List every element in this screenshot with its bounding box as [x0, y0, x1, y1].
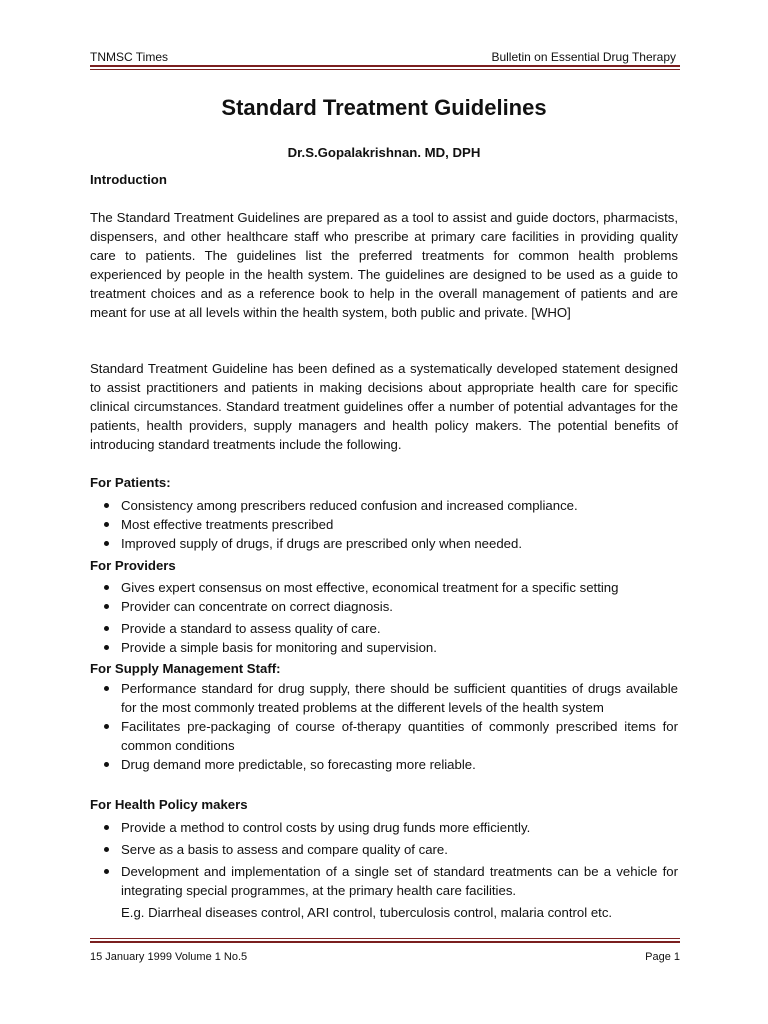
- bullet-icon: [104, 869, 109, 874]
- header-bulletin-title: Bulletin on Essential Drug Therapy: [491, 50, 676, 64]
- footer-issue-date: 15 January 1999 Volume 1 No.5: [90, 951, 248, 963]
- bullet-icon: [104, 585, 109, 590]
- list-item: Provide a method to control costs by using drug funds more efficiently.: [90, 818, 678, 837]
- bullet-icon: [104, 522, 109, 527]
- supply-list: [90, 679, 678, 774]
- list-item: Serve as a basis to assess and compare quality of care.: [90, 840, 678, 859]
- footer-page-number: Page 1: [645, 951, 680, 963]
- intro-paragraph-2: Standard Treatment Guideline has been defined as a systematically developed statement designed to assist practitioners and patients in making decisions about appropriate health care for specific clinical circumstances. Standard treatment guidelines offer a number of potential advantages for the patients, health providers, supply managers and health policy makers. The potential benefits of introducing standard treatments include the following.: [90, 361, 678, 452]
- header-rule-thin: [90, 69, 680, 70]
- patients-list: [90, 496, 678, 553]
- bullet-icon: [104, 541, 109, 546]
- list-item: Facilitates pre-packaging of course of-therapy quantities of commonly prescribed items for common conditions: [90, 717, 678, 755]
- list-item: Improved supply of drugs, if drugs are prescribed only when needed.: [90, 534, 678, 553]
- page-footer: [90, 948, 680, 964]
- list-item: Provide a standard to assess quality of care.: [90, 619, 678, 638]
- list-item: Consistency among prescribers reduced confusion and increased compliance.: [90, 496, 678, 515]
- page-title: Standard Treatment Guidelines: [221, 95, 547, 120]
- section-heading-policy: For Health Policy makers: [90, 797, 248, 812]
- providers-list: [90, 578, 678, 657]
- intro-paragraph-1: The Standard Treatment Guidelines are prepared as a tool to assist and guide doctors, pharmacists, dispensers, and other healthcare staff who prescribe at primary care facilities in providing quality care to patients. The guidelines list the preferred treatments for common health problems experienced by people in the health system. The guidelines are designed to be used as a guide to treatment choices and as a reference book to help in the overall management of patients and are meant for use at all levels within the health system, both public and private. [WHO]: [90, 210, 678, 320]
- bullet-icon: [104, 686, 109, 691]
- section-heading-providers: For Providers: [90, 558, 176, 573]
- footer-rule-thick: [90, 941, 680, 943]
- bullet-icon: [104, 626, 109, 631]
- list-item: Development and implementation of a single set of standard treatments can be a vehicle for integrating special programmes, at the primary health care facilities.: [90, 862, 678, 900]
- policy-examples-line: E.g. Diarrheal diseases control, ARI control, tuberculosis control, malaria control etc.: [121, 905, 613, 920]
- policy-list: [90, 818, 678, 900]
- list-item: Gives expert consensus on most effective, economical treatment for a specific setting: [90, 578, 678, 597]
- bullet-icon: [104, 503, 109, 508]
- header-publication: TNMSC Times: [90, 50, 168, 64]
- bullet-icon: [104, 762, 109, 767]
- bullet-icon: [104, 724, 109, 729]
- author-line: Dr.S.Gopalakrishnan. MD, DPH: [287, 145, 481, 160]
- bullet-icon: [104, 604, 109, 609]
- header-rule-thick: [90, 65, 680, 67]
- section-heading-supply: For Supply Management Staff:: [90, 661, 281, 676]
- page-header: [90, 48, 676, 64]
- bullet-icon: [104, 645, 109, 650]
- list-item: Performance standard for drug supply, there should be sufficient quantities of drugs available for the most commonly treated problems at the different levels of the health system: [90, 679, 678, 717]
- bullet-icon: [104, 825, 109, 830]
- list-item: Most effective treatments prescribed: [90, 515, 678, 534]
- footer-rule-thin: [90, 938, 680, 939]
- list-item: Provide a simple basis for monitoring and supervision.: [90, 638, 678, 657]
- section-heading-patients: For Patients:: [90, 475, 171, 490]
- bullet-icon: [104, 847, 109, 852]
- introduction-heading: Introduction: [90, 172, 167, 187]
- list-item: Provider can concentrate on correct diagnosis.: [90, 597, 678, 616]
- list-item: Drug demand more predictable, so forecasting more reliable.: [90, 755, 678, 774]
